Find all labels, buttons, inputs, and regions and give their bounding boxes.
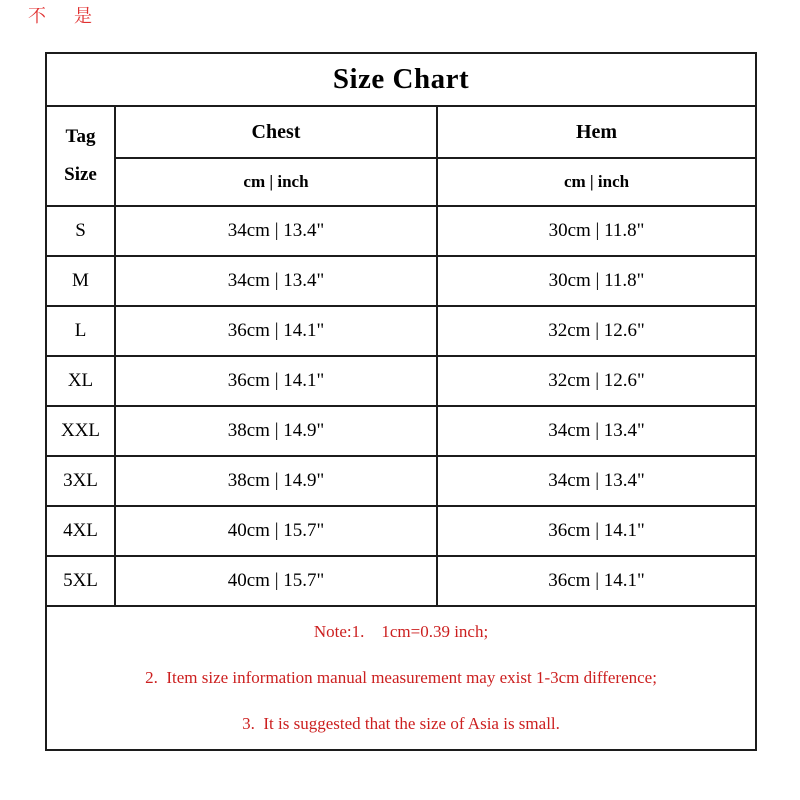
column-header-hem: Hem: [437, 106, 756, 158]
note-line-3: 3. It is suggested that the size of Asia is small.: [242, 714, 560, 733]
notes-row: [46, 606, 756, 750]
table-row-4xl: [46, 506, 756, 556]
table-row-5xl: [46, 556, 756, 606]
table-row-xxl: [46, 406, 756, 456]
notes-section: [46, 606, 756, 750]
size-chart-title: Size Chart: [46, 53, 756, 106]
corner-annotation-char-2: 是: [74, 6, 92, 26]
title-row: [46, 53, 756, 106]
chest-value: 36cm | 14.1": [115, 356, 437, 406]
unit-header-chest: cm | inch: [115, 158, 437, 206]
header-row: [46, 106, 756, 158]
corner-annotation: [28, 5, 92, 27]
hem-value: 36cm | 14.1": [437, 556, 756, 606]
tag-header-line2: Size: [64, 163, 97, 185]
chest-value: 38cm | 14.9": [115, 406, 437, 456]
chest-value: 40cm | 15.7": [115, 506, 437, 556]
size-label: L: [46, 306, 115, 356]
hem-value: 30cm | 11.8": [437, 256, 756, 306]
column-header-chest: Chest: [115, 106, 437, 158]
unit-header-hem: cm | inch: [437, 158, 756, 206]
size-label: S: [46, 206, 115, 256]
hem-value: 32cm | 12.6": [437, 356, 756, 406]
size-label: 3XL: [46, 456, 115, 506]
size-label: 5XL: [46, 556, 115, 606]
size-label: 4XL: [46, 506, 115, 556]
tag-size-header: [46, 106, 115, 206]
table-row-m: [46, 256, 756, 306]
chest-value: 34cm | 13.4": [115, 206, 437, 256]
note-line-2: 2. Item size information manual measurement may exist 1-3cm difference;: [145, 668, 657, 687]
size-label: M: [46, 256, 115, 306]
size-chart-table: [45, 52, 757, 751]
hem-value: 32cm | 12.6": [437, 306, 756, 356]
hem-value: 34cm | 13.4": [437, 406, 756, 456]
table-row-3xl: [46, 456, 756, 506]
size-label: XL: [46, 356, 115, 406]
chest-value: 34cm | 13.4": [115, 256, 437, 306]
chest-value: 38cm | 14.9": [115, 456, 437, 506]
table-row-xl: [46, 356, 756, 406]
chest-value: 36cm | 14.1": [115, 306, 437, 356]
unit-row: [46, 158, 756, 206]
chest-value: 40cm | 15.7": [115, 556, 437, 606]
size-label: XXL: [46, 406, 115, 456]
hem-value: 30cm | 11.8": [437, 206, 756, 256]
hem-value: 36cm | 14.1": [437, 506, 756, 556]
note-line-1: Note:1. 1cm=0.39 inch;: [313, 622, 489, 641]
table-row-l: [46, 306, 756, 356]
corner-annotation-char-1: 不: [28, 6, 46, 26]
tag-header-line1: Tag: [65, 125, 96, 147]
table-row-s: [46, 206, 756, 256]
hem-value: 34cm | 13.4": [437, 456, 756, 506]
